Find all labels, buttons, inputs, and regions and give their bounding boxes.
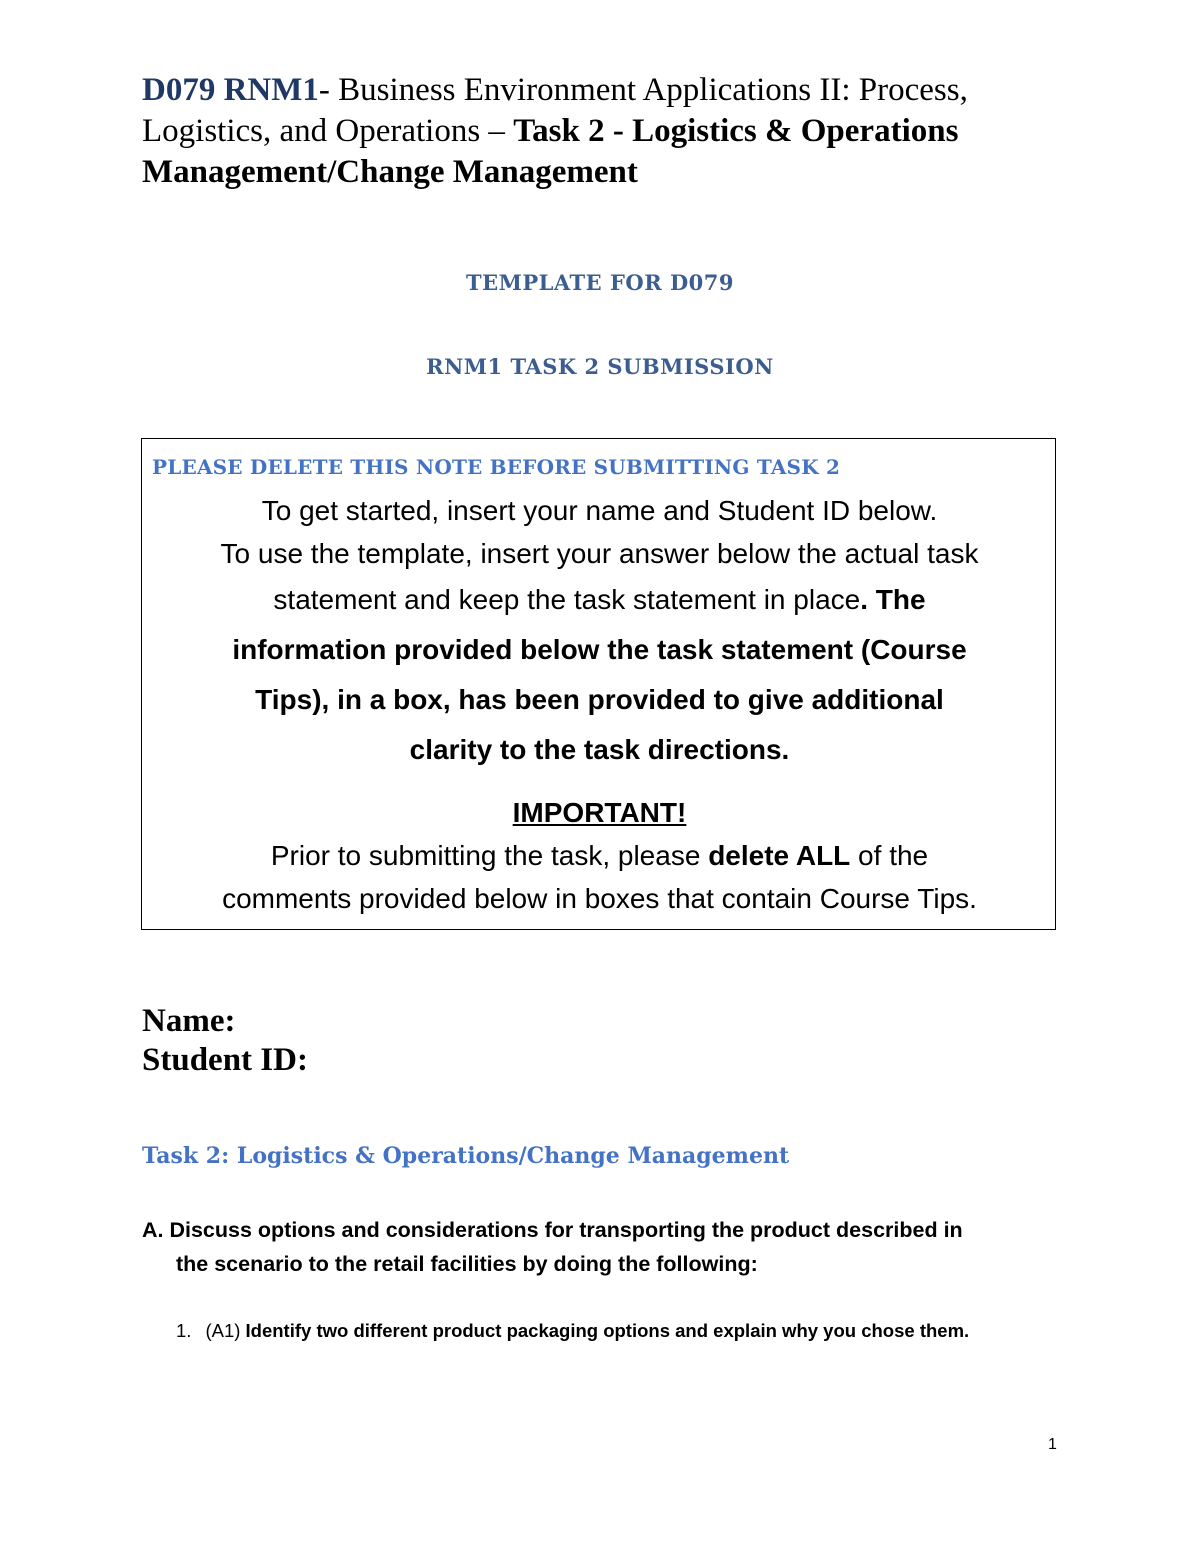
name-label: Name:: [142, 1003, 236, 1039]
note-final-part-2: of the: [850, 840, 929, 871]
note-heading: PLEASE DELETE THIS NOTE BEFORE SUBMITTING TASK 2: [152, 455, 841, 479]
student-id-label: Student ID:: [142, 1042, 308, 1078]
task-heading: Task 2: Logistics & Operations/Change Management: [142, 1143, 790, 1169]
note-line-3: [142, 575, 1057, 625]
list-item-a1: [176, 1320, 969, 1342]
task-title: Task 2 - Logistics & Operations Management/Change Management: [142, 113, 959, 190]
list-item-number: 1.: [176, 1320, 192, 1341]
note-final-line-1: [142, 834, 1057, 877]
note-final-line-2: comments provided below in boxes that contain Course Tips.: [222, 883, 977, 914]
note-final-bold: delete ALL: [708, 840, 851, 871]
section-a-line-2: the scenario to the retail facilities by doing the following:: [176, 1252, 758, 1276]
note-line-3-text: statement and keep the task statement in place: [273, 584, 861, 615]
note-line-1: To get started, insert your name and Student ID below.: [261, 495, 938, 526]
section-a: [142, 1213, 1062, 1281]
list-item-text: Identify two different product packaging options and explain why you chose them.: [240, 1320, 970, 1341]
section-a-line-1: A. Discuss options and considerations for transporting the product described in: [142, 1218, 963, 1242]
course-code: D079 RNM1: [142, 72, 319, 108]
document-title: [142, 70, 1072, 193]
note-line-3-bold: . The: [860, 584, 926, 615]
note-body: [142, 489, 1057, 920]
page-number: 1: [1048, 1436, 1057, 1453]
note-final-part-1: Prior to submitting the task, please: [270, 840, 709, 871]
template-subtitle: TEMPLATE FOR D079: [465, 270, 735, 295]
note-bold-line-2: Tips), in a box, has been provided to give additional: [255, 684, 944, 715]
note-bold-line-3: clarity to the task directions.: [409, 734, 790, 765]
course-name: - Business Environment Applications II: Process, Logistics, and Operations –: [142, 72, 968, 149]
list-item-tag: (A1): [205, 1320, 241, 1341]
instruction-note-box: [141, 438, 1056, 930]
important-label: IMPORTANT!: [512, 797, 687, 828]
note-bold-line-1: information provided below the task statement (Course: [232, 634, 967, 665]
note-line-2: To use the template, insert your answer below the actual task: [220, 538, 979, 569]
submission-subtitle: RNM1 TASK 2 SUBMISSION: [426, 354, 774, 379]
